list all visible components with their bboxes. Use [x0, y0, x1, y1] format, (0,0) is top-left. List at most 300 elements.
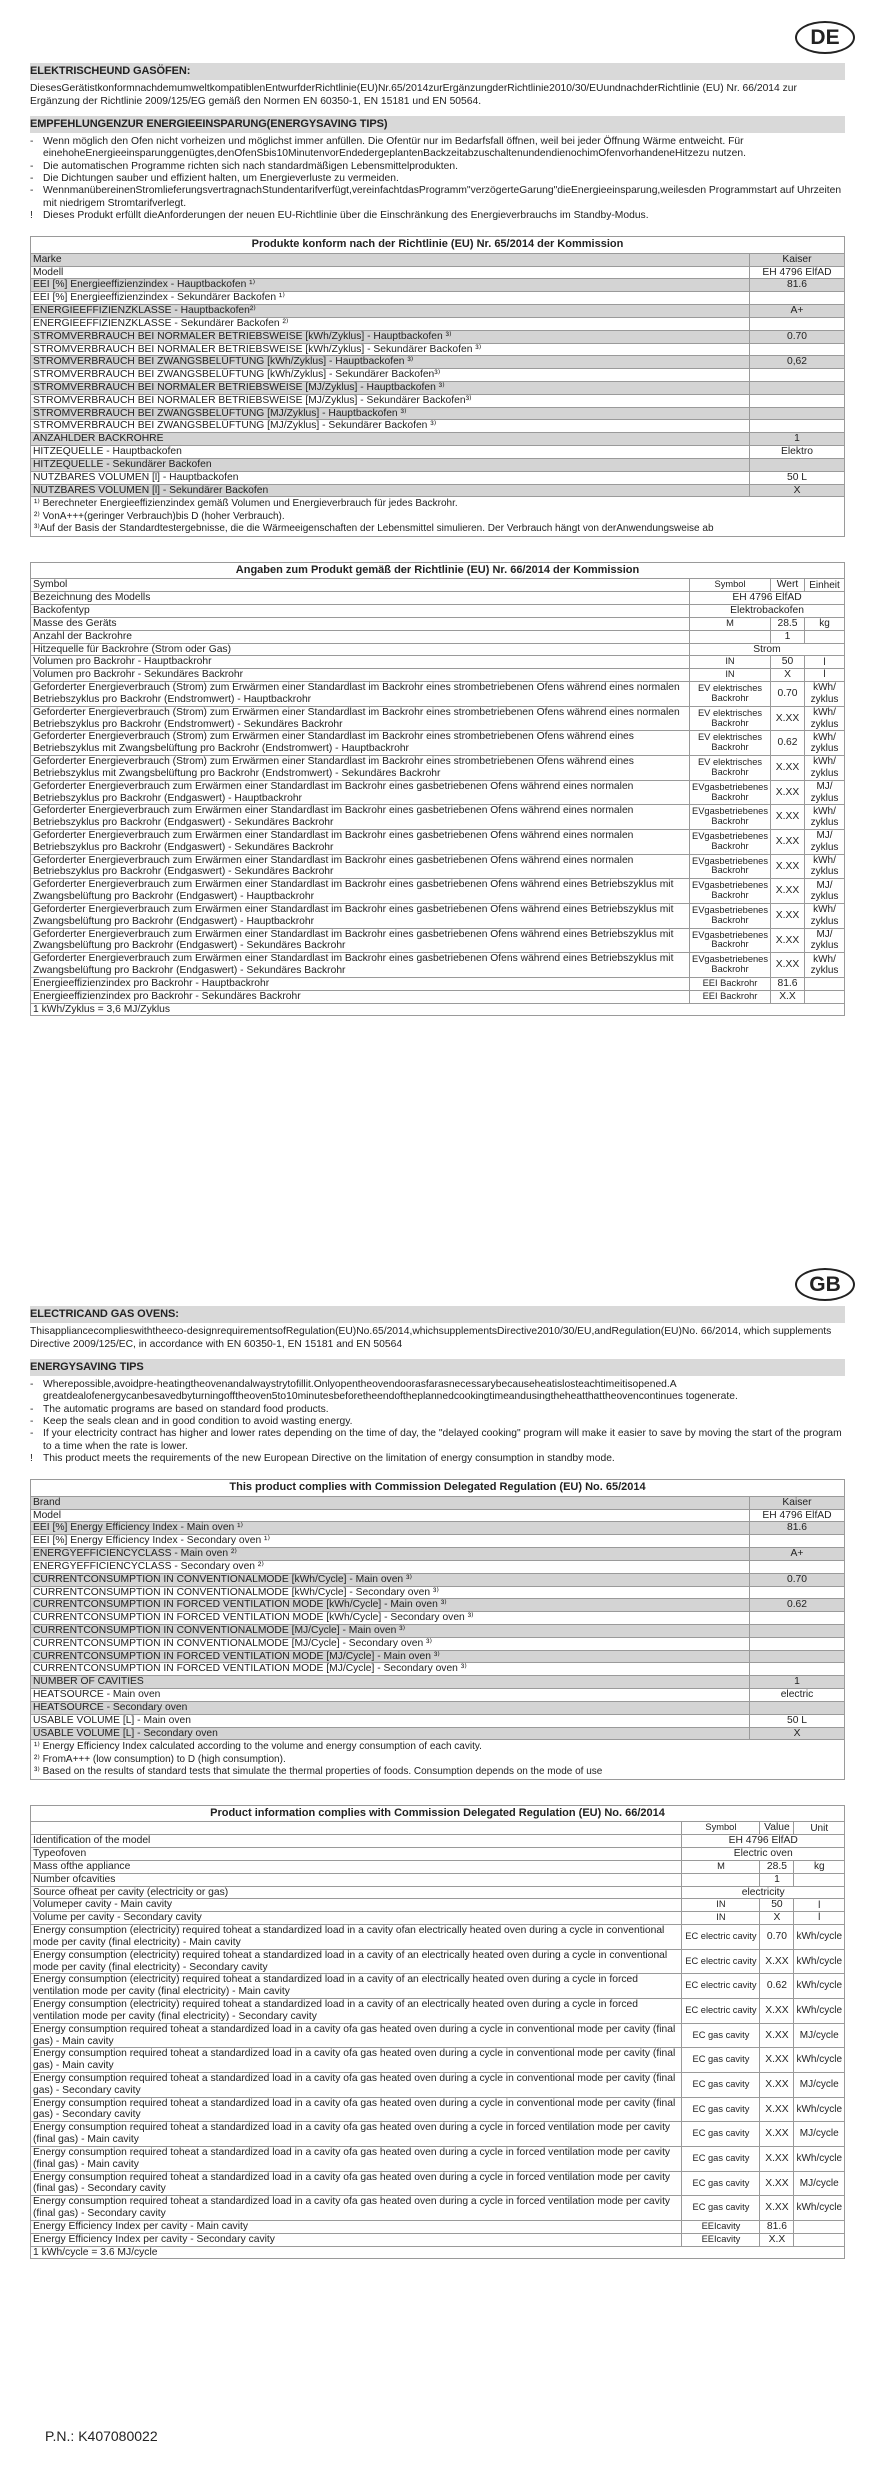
row-value: A+ — [750, 1548, 845, 1561]
product-info-table — [30, 1821, 845, 2259]
row-value: X — [750, 1727, 845, 1740]
tip-text: Die automatischen Programme richten sich nach standardmäßigen Lebensmittelprodukten. — [43, 160, 458, 172]
table-row — [31, 953, 845, 978]
tip-marker: - — [30, 172, 34, 184]
footnote: ¹⁾ Energy Efficiency Index calculated according to the volume and energy consumption of each cavity. — [34, 1741, 482, 1753]
row-value: 0.70 — [750, 1573, 845, 1586]
table-row — [31, 854, 845, 879]
row-value: 0,62 — [750, 356, 845, 369]
row-value: EH 4796 ElfAD — [750, 266, 845, 279]
table-row — [31, 2233, 845, 2246]
row-label: Typeofoven — [31, 1848, 682, 1861]
row-symbol: EVgasbetriebenes Backrohr — [690, 805, 771, 830]
row-symbol: EC gas cavity — [682, 2196, 760, 2221]
table-row — [31, 780, 845, 805]
table-product-info-66 — [30, 1805, 845, 2259]
row-label: STROMVERBRAUCH BEI ZWANGSBELÜFTUNG [MJ/Zyklus] - Hauptbackofen ³⁾ — [31, 407, 750, 420]
row-symbol: EC gas cavity — [682, 2023, 760, 2048]
table-product-info-66 — [30, 562, 845, 1016]
row-label: CURRENTCONSUMPTION IN CONVENTIONALMODE [MJ/Cycle] - Secondary oven ³⁾ — [31, 1637, 750, 1650]
header-label — [31, 1822, 682, 1835]
footnote: ³⁾ Based on the results of standard tests that simulate the thermal properties of foods. Consumption depends on the mode of use — [34, 1765, 603, 1777]
row-unit — [805, 990, 845, 1003]
tip-marker: - — [30, 1403, 34, 1415]
row-label: CURRENTCONSUMPTION IN FORCED VENTILATION MODE [MJ/Cycle] - Main oven ³⁾ — [31, 1650, 750, 1663]
row-label: Source ofheat per cavity (electricity or gas) — [31, 1886, 682, 1899]
table-row — [31, 1727, 845, 1740]
row-symbol: EVgasbetriebenes Backrohr — [690, 953, 771, 978]
table-row — [31, 706, 845, 731]
row-value — [750, 382, 845, 395]
row-value: electricity — [682, 1886, 845, 1899]
row-value: X.XX — [771, 756, 805, 781]
table-row — [31, 829, 845, 854]
row-symbol: EVgasbetriebenes Backrohr — [690, 854, 771, 879]
row-label: Brand — [31, 1496, 750, 1509]
table-row — [31, 446, 845, 459]
table-row — [31, 903, 845, 928]
row-label: Geforderter Energieverbrauch zum Erwärmen einer Standardlast im Backrohr eines gasbetriebenen Ofens während eines normalen Betriebszyklus pro Backrohr (Endgaswert) - Sekundäres Backrohr — [31, 854, 690, 879]
tip-marker: - — [30, 1378, 34, 1390]
table-row — [31, 977, 845, 990]
row-value: X.XX — [760, 2023, 794, 2048]
tip-marker: - — [30, 160, 34, 172]
tips-title: EMPFEHLUNGENZUR ENERGIEEINSPARUNG(ENERGYSAVING TIPS) — [30, 116, 845, 133]
table-header-row — [31, 579, 845, 592]
section-de — [30, 63, 845, 1016]
table-row — [31, 1676, 845, 1689]
tips-list — [30, 136, 845, 222]
table-row — [31, 369, 845, 382]
row-label: Geforderter Energieverbrauch zum Erwärmen einer Standardlast im Backrohr eines gasbetriebenen Ofens während eines Betriebszyklus mit Zwangsbelüftung pro Backrohr (Endgaswert) - Hauptbackrohr — [31, 903, 690, 928]
row-label: NUMBER OF CAVITIES — [31, 1676, 750, 1689]
table-row — [31, 2146, 845, 2171]
row-symbol: EV elektrisches Backrohr — [690, 682, 771, 707]
row-label: Hitzequelle für Backrohre (Strom oder Gas) — [31, 643, 690, 656]
row-unit — [805, 977, 845, 990]
row-label: Model — [31, 1509, 750, 1522]
row-unit: kWh/ zyklus — [805, 731, 845, 756]
row-value: 50 — [771, 656, 805, 669]
row-symbol: EC gas cavity — [682, 2171, 760, 2196]
row-value — [750, 1535, 845, 1548]
row-value: X.XX — [771, 903, 805, 928]
row-value: Elektrobackofen — [690, 605, 845, 618]
row-value: 1 — [750, 1676, 845, 1689]
table-row — [31, 2023, 845, 2048]
tip-text: If your electricity contract has higher and lower rates depending on the time of day, the "delayed cooking" program will make it easier to save by moving the start of the program to a time when the rate is lower. — [43, 1428, 842, 1452]
language-badge-de: DE — [795, 21, 855, 54]
row-value: Strom — [690, 643, 845, 656]
language-badge-gb: GB — [795, 1268, 855, 1301]
table-row — [31, 617, 845, 630]
table-row — [31, 1548, 845, 1561]
tip-marker: - — [30, 135, 34, 147]
header-label: Symbol — [31, 579, 690, 592]
row-label: STROMVERBRAUCH BEI NORMALER BETRIEBSWEISE [kWh/Zyklus] - Sekundärer Backofen ³⁾ — [31, 343, 750, 356]
row-symbol: EVgasbetriebenes Backrohr — [690, 780, 771, 805]
row-value: X.XX — [760, 2196, 794, 2221]
table-row — [31, 1496, 845, 1509]
row-label: Energy consumption required toheat a standardized load in a cavity ofa gas heated oven during a cycle in forced ventilation mode per cavity (final gas) - Main cavity — [31, 2146, 682, 2171]
table-row — [31, 1612, 845, 1625]
table-row — [31, 2097, 845, 2122]
row-value — [750, 317, 845, 330]
row-label: Volume per cavity - Secondary cavity — [31, 1912, 682, 1925]
row-value — [750, 458, 845, 471]
row-label: Geforderter Energieverbrauch zum Erwärmen einer Standardlast im Backrohr eines gasbetriebenen Ofens während eines Betriebszyklus mit Zwangsbelüftung pro Backrohr (Endgaswert) - Hauptbackrohr — [31, 879, 690, 904]
row-symbol: EV elektrisches Backrohr — [690, 756, 771, 781]
row-label: EEI [%] Energy Efficiency Index - Secondary oven ¹⁾ — [31, 1535, 750, 1548]
row-value — [750, 1701, 845, 1714]
row-value: 0.62 — [750, 1599, 845, 1612]
row-value — [750, 292, 845, 305]
table-row — [31, 1560, 845, 1573]
intro-text: DiesesGerätistkonformnachdemumweltkompatiblenEntwurfderRichtlinie(EU)Nr.65/2014zurErgänzungderRichtlinie2010/30/EUundnachderRichtlinie (EU) Nr. 66/2014 zur Ergänzung der Richtlinie 2009/125/EG gemäß den Normen EN 60350-1, EN 15181 und EN 50564. — [30, 83, 797, 107]
row-symbol: IN — [682, 1912, 760, 1925]
tip-marker: ! — [30, 1452, 33, 1464]
tip-text: Keep the seals clean and in good condition to avoid wasting energy. — [43, 1415, 353, 1427]
table-row — [31, 1886, 845, 1899]
table-row — [31, 1625, 845, 1638]
row-label: HITZEQUELLE - Hauptbackofen — [31, 446, 750, 459]
tip-text: Wenn möglich den Ofen nicht vorheizen und möglichst immer anfüllen. Die Ofentür nur im Bedarfsfall öffnen, weil bei jeder Öffnung Wärme entweicht. Für einehoheEnergieeinsparunggenügtes,denOfenSbis10MinutenvorEndedergeplantenBackzeitabzuschaltenundendienochimOfenvorhandeneHitzezu nutzen. — [43, 135, 746, 160]
row-unit: kWh/cycle — [794, 2196, 845, 2221]
table-row — [31, 407, 845, 420]
row-label: STROMVERBRAUCH BEI ZWANGSBELÜFTUNG [kWh/Zyklus] - Sekundärer Backofen³⁾ — [31, 369, 750, 382]
row-unit: MJ/cycle — [794, 2122, 845, 2147]
row-value — [750, 394, 845, 407]
table-row — [31, 1509, 845, 1522]
row-label: Energieeffizienzindex pro Backrohr - Sekundäres Backrohr — [31, 990, 690, 1003]
tip-text: Dieses Produkt erfüllt dieAnforderungen der neuen EU-Richtlinie über die Einschränkung des Energieverbrauchs im Standby-Modus. — [43, 209, 649, 221]
row-symbol: EC electric cavity — [682, 1999, 760, 2024]
row-label: Energy consumption (electricity) required toheat a standardized load in a cavity of an electrically heated oven during a cycle in conventional mode per cavity (final electricity) - Secondary cavity — [31, 1949, 682, 1974]
table-row — [31, 292, 845, 305]
row-label: ANZAHLDER BACKROHRE — [31, 433, 750, 446]
row-label: Geforderter Energieverbrauch (Strom) zum Erwärmen einer Standardlast im Backrohr eines strombetriebenen Ofens während eines Betriebszyklus mit Zwangsbelüftung pro Backrohr (Endstromwert) - Sekundäres Backrohr — [31, 756, 690, 781]
row-label: Energy consumption required toheat a standardized load in a cavity ofa gas heated oven during a cycle in forced ventilation mode per cavity (final gas) - Main cavity — [31, 2122, 682, 2147]
row-value: 50 L — [750, 1714, 845, 1727]
table-row — [31, 2171, 845, 2196]
row-label: Energy consumption required toheat a standardized load in a cavity ofa gas heated oven during a cycle in conventional mode per cavity (final gas) - Main cavity — [31, 2023, 682, 2048]
section-gb — [30, 1306, 845, 2259]
row-symbol: EC gas cavity — [682, 2146, 760, 2171]
row-label: CURRENTCONSUMPTION IN FORCED VENTILATION MODE [kWh/Cycle] - Main oven ³⁾ — [31, 1599, 750, 1612]
table-footer-row — [31, 1003, 845, 1016]
row-value: Kaiser — [750, 253, 845, 266]
row-symbol: EVgasbetriebenes Backrohr — [690, 903, 771, 928]
row-value: 28.5 — [771, 617, 805, 630]
table-ecodesign-65 — [30, 236, 845, 537]
row-value — [750, 1637, 845, 1650]
row-label: NUTZBARES VOLUMEN [l] - Sekundärer Backofen — [31, 484, 750, 497]
header-symbol: Symbol — [690, 579, 771, 592]
row-symbol — [690, 630, 771, 643]
table-row — [31, 394, 845, 407]
row-value: electric — [750, 1689, 845, 1702]
row-unit: l — [805, 669, 845, 682]
row-value: 0.62 — [760, 1974, 794, 1999]
header-symbol: Symbol — [682, 1822, 760, 1835]
table-row — [31, 928, 845, 953]
row-label: Volumen pro Backrohr - Sekundäres Backrohr — [31, 669, 690, 682]
row-label: Energieeffizienzindex pro Backrohr - Hauptbackrohr — [31, 977, 690, 990]
row-value: 1 — [750, 433, 845, 446]
row-label: HEATSOURCE - Main oven — [31, 1689, 750, 1702]
table-row — [31, 1912, 845, 1925]
tip-marker: - — [30, 1428, 34, 1440]
table-row — [31, 1701, 845, 1714]
row-label: Geforderter Energieverbrauch zum Erwärmen einer Standardlast im Backrohr eines gasbetriebenen Ofens während eines Betriebszyklus mit Zwangsbelüftung pro Backrohr (Endgaswert) - Sekundäres Backrohr — [31, 953, 690, 978]
row-value: X.XX — [760, 2171, 794, 2196]
row-unit: kWh/ zyklus — [805, 903, 845, 928]
table-row — [31, 1899, 845, 1912]
row-unit: MJ/cycle — [794, 2072, 845, 2097]
tip-item — [30, 1416, 845, 1428]
row-unit: kWh/cycle — [794, 1999, 845, 2024]
row-label: Backofentyp — [31, 605, 690, 618]
row-label: Bezeichnung des Modells — [31, 592, 690, 605]
row-symbol: IN — [690, 669, 771, 682]
row-value — [750, 420, 845, 433]
tip-text: WennmanübereinenStromlieferungsvertragnachStundentarifverfügt,vereinfachtdasProgramm"verzögerteGarung"dieEnergieeinsparung,weilesden Programmstart auf Uhrzeiten mit niedrigem Stromtarifverlegt. — [43, 185, 842, 209]
row-label: Geforderter Energieverbrauch (Strom) zum Erwärmen einer Standardlast im Backrohr eines strombetriebenen Ofens während eines normalen Betriebszyklus pro Backrohr (Endstromwert) - Hauptbackrohr — [31, 682, 690, 707]
row-label: STROMVERBRAUCH BEI ZWANGSBELÜFTUNG [MJ/Zyklus] - Sekundärer Backofen ³⁾ — [31, 420, 750, 433]
row-unit: l — [794, 1899, 845, 1912]
row-value: 0.62 — [771, 731, 805, 756]
table-ecodesign-65 — [30, 1479, 845, 1780]
row-value: X.XX — [760, 2097, 794, 2122]
row-value: X — [760, 1912, 794, 1925]
tip-item — [30, 1453, 845, 1465]
row-label: ENERGYEFFICIENCYCLASS - Secondary oven ²⁾ — [31, 1560, 750, 1573]
table-row — [31, 382, 845, 395]
row-label: USABLE VOLUME [L] - Secondary oven — [31, 1727, 750, 1740]
row-label: Energy consumption required toheat a standardized load in a cavity ofa gas heated oven during a cycle in conventional mode per cavity (final gas) - Secondary cavity — [31, 2097, 682, 2122]
row-label: CURRENTCONSUMPTION IN FORCED VENTILATION MODE [kWh/Cycle] - Secondary oven ³⁾ — [31, 1612, 750, 1625]
row-symbol: IN — [690, 656, 771, 669]
row-value: X.XX — [771, 879, 805, 904]
table-row — [31, 1522, 845, 1535]
header-value: Wert — [771, 579, 805, 592]
footnote: ³⁾Auf der Basis der Standardtestergebnisse, die die Wärmeeigenschaften der Lebensmittel simulieren. Der Verbrauch hängt von derAnwendungsweise ab — [34, 522, 714, 534]
row-label: Energy Efficiency Index per cavity - Main cavity — [31, 2220, 682, 2233]
row-value: Kaiser — [750, 1496, 845, 1509]
row-label: Energy consumption required toheat a standardized load in a cavity ofa gas heated oven during a cycle in conventional mode per cavity (final gas) - Main cavity — [31, 2048, 682, 2073]
row-symbol: EC gas cavity — [682, 2097, 760, 2122]
table-row — [31, 1714, 845, 1727]
table-row — [31, 433, 845, 446]
row-value: X.XX — [760, 1999, 794, 2024]
row-value — [750, 1650, 845, 1663]
row-symbol: EC gas cavity — [682, 2122, 760, 2147]
table-row — [31, 1573, 845, 1586]
tip-item — [30, 1379, 845, 1404]
row-value: 0.70 — [771, 682, 805, 707]
row-unit: kWh/ zyklus — [805, 805, 845, 830]
row-unit: l — [794, 1912, 845, 1925]
row-unit: MJ/ zyklus — [805, 829, 845, 854]
row-unit: kWh/ zyklus — [805, 854, 845, 879]
table-row — [31, 1848, 845, 1861]
row-symbol: EEIcavity — [682, 2233, 760, 2246]
row-value: 50 — [760, 1899, 794, 1912]
row-value — [750, 1612, 845, 1625]
table-row — [31, 420, 845, 433]
row-label: Masse des Geräts — [31, 617, 690, 630]
table-row — [31, 731, 845, 756]
row-label: Marke — [31, 253, 750, 266]
table-row — [31, 669, 845, 682]
row-value — [750, 1586, 845, 1599]
row-value: X.XX — [771, 805, 805, 830]
row-value: EH 4796 ElfAD — [682, 1835, 845, 1848]
row-symbol: EEI Backrohr — [690, 990, 771, 1003]
row-label: Geforderter Energieverbrauch zum Erwärmen einer Standardlast im Backrohr eines gasbetriebenen Ofens während eines normalen Betriebszyklus pro Backrohr (Endgaswert) - Hauptbackrohr — [31, 780, 690, 805]
table-row — [31, 1637, 845, 1650]
row-value: X.X — [771, 990, 805, 1003]
table-header-row — [31, 1822, 845, 1835]
table-row — [31, 1689, 845, 1702]
tip-marker: - — [30, 185, 34, 197]
tip-item — [30, 173, 845, 185]
row-unit: MJ/ zyklus — [805, 928, 845, 953]
row-value — [750, 1663, 845, 1676]
row-symbol: EEI Backrohr — [690, 977, 771, 990]
row-symbol: EC electric cavity — [682, 1925, 760, 1950]
header-unit: Einheit — [805, 579, 845, 592]
table-row — [31, 458, 845, 471]
energy-table — [30, 1496, 845, 1741]
table-row — [31, 1599, 845, 1612]
table-row — [31, 317, 845, 330]
row-value: X.XX — [760, 2122, 794, 2147]
table-row — [31, 1999, 845, 2024]
energy-table — [30, 253, 845, 498]
row-label: ENERGIEEFFIZIENZKLASSE - Sekundärer Backofen ²⁾ — [31, 317, 750, 330]
row-unit: l — [805, 656, 845, 669]
table-caption: Angaben zum Produkt gemäß der Richtlinie (EU) Nr. 66/2014 der Kommission — [30, 562, 845, 578]
row-value: X — [750, 484, 845, 497]
row-label: STROMVERBRAUCH BEI ZWANGSBELÜFTUNG [kWh/Zyklus] - Hauptbackofen ³⁾ — [31, 356, 750, 369]
footnote: ²⁾ VonA+++(geringer Verbrauch)bis D (hoher Verbrauch). — [34, 510, 285, 522]
row-unit: kWh/cycle — [794, 2097, 845, 2122]
row-label: Geforderter Energieverbrauch (Strom) zum Erwärmen einer Standardlast im Backrohr eines strombetriebenen Ofens während eines Betriebszyklus mit Zwangsbelüftung pro Backrohr (Endstromwert) - Hauptbackrohr — [31, 731, 690, 756]
row-unit: kg — [794, 1860, 845, 1873]
row-value: EH 4796 ElfAD — [690, 592, 845, 605]
row-value: 1 — [760, 1873, 794, 1886]
row-unit: kWh/ zyklus — [805, 706, 845, 731]
row-unit: kWh/cycle — [794, 1974, 845, 1999]
row-value — [750, 343, 845, 356]
conversion-note: 1 kWh/cycle = 3.6 MJ/cycle — [31, 2246, 845, 2259]
row-symbol: EV elektrisches Backrohr — [690, 731, 771, 756]
tips-title: ENERGYSAVING TIPS — [30, 1359, 845, 1376]
row-value: Electric oven — [682, 1848, 845, 1861]
row-label: Energy consumption (electricity) required toheat a standardized load in a cavity ofan electrically heated oven during a cycle in conventional mode per cavity (final electricity) - Main cavity — [31, 1925, 682, 1950]
table-row — [31, 1835, 845, 1848]
row-label: Geforderter Energieverbrauch zum Erwärmen einer Standardlast im Backrohr eines gasbetriebenen Ofens während eines normalen Betriebszyklus pro Backrohr (Endgaswert) - Sekundäres Backrohr — [31, 805, 690, 830]
row-symbol: EC gas cavity — [682, 2072, 760, 2097]
row-value — [750, 1625, 845, 1638]
tip-item — [30, 210, 845, 222]
header-value: Value — [760, 1822, 794, 1835]
row-label: Energy consumption (electricity) required toheat a standardized load in a cavity of an electrically heated oven during a cycle in forced ventilation mode per cavity (final electricity) - Secondary cavity — [31, 1999, 682, 2024]
row-label: ENERGYEFFICIENCYCLASS - Main oven ²⁾ — [31, 1548, 750, 1561]
row-unit — [805, 630, 845, 643]
row-value: EH 4796 ElfAD — [750, 1509, 845, 1522]
table-row — [31, 484, 845, 497]
row-label: HEATSOURCE - Secondary oven — [31, 1701, 750, 1714]
row-unit: kWh/ zyklus — [805, 682, 845, 707]
row-label: Identification of the model — [31, 1835, 682, 1848]
row-label: USABLE VOLUME [L] - Main oven — [31, 1714, 750, 1727]
row-value: X.XX — [760, 2072, 794, 2097]
row-label: Energy Efficiency Index per cavity - Secondary cavity — [31, 2233, 682, 2246]
row-label: Number ofcavities — [31, 1873, 682, 1886]
row-value: X.XX — [771, 854, 805, 879]
row-label: STROMVERBRAUCH BEI NORMALER BETRIEBSWEISE [MJ/Zyklus] - Sekundärer Backofen³⁾ — [31, 394, 750, 407]
conversion-note: 1 kWh/Zyklus = 3,6 MJ/Zyklus — [31, 1003, 845, 1016]
row-value: 28.5 — [760, 1860, 794, 1873]
row-label: Mass ofthe appliance — [31, 1860, 682, 1873]
table-row — [31, 343, 845, 356]
row-symbol: IN — [682, 1899, 760, 1912]
tip-marker: ! — [30, 209, 33, 221]
row-label: Geforderter Energieverbrauch zum Erwärmen einer Standardlast im Backrohr eines gasbetriebenen Ofens während eines normalen Betriebszyklus pro Backrohr (Endgaswert) - Sekundäres Backrohr — [31, 829, 690, 854]
row-symbol: EC electric cavity — [682, 1974, 760, 1999]
tip-item — [30, 1404, 845, 1416]
row-symbol: EVgasbetriebenes Backrohr — [690, 928, 771, 953]
row-unit: kWh/cycle — [794, 2146, 845, 2171]
row-value: 81.6 — [771, 977, 805, 990]
row-symbol: EV elektrisches Backrohr — [690, 706, 771, 731]
row-value: 0.70 — [760, 1925, 794, 1950]
row-unit — [794, 2220, 845, 2233]
row-value — [750, 407, 845, 420]
row-symbol: EEIcavity — [682, 2220, 760, 2233]
table-row — [31, 305, 845, 318]
row-value: 0.70 — [750, 330, 845, 343]
table-row — [31, 592, 845, 605]
table-row — [31, 266, 845, 279]
table-row — [31, 1925, 845, 1950]
row-label: Energy consumption required toheat a standardized load in a cavity ofa gas heated oven during a cycle in forced ventilation mode per cavity (final gas) - Secondary cavity — [31, 2171, 682, 2196]
row-unit: kWh/cycle — [794, 2048, 845, 2073]
row-value: 81.6 — [760, 2220, 794, 2233]
table-caption: Produkte konform nach der Richtlinie (EU) Nr. 65/2014 der Kommission — [30, 236, 845, 252]
table-row — [31, 471, 845, 484]
row-label: STROMVERBRAUCH BEI NORMALER BETRIEBSWEISE [kWh/Zyklus] - Hauptbackofen ³⁾ — [31, 330, 750, 343]
row-symbol: EC electric cavity — [682, 1949, 760, 1974]
table-row — [31, 279, 845, 292]
part-number: P.N.: K407080022 — [45, 2428, 158, 2444]
table-row — [31, 1650, 845, 1663]
row-label: CURRENTCONSUMPTION IN CONVENTIONALMODE [MJ/Cycle] - Main oven ³⁾ — [31, 1625, 750, 1638]
tip-item — [30, 1428, 845, 1453]
row-label: Volumen pro Backrohr - Hauptbackrohr — [31, 656, 690, 669]
row-value: X — [771, 669, 805, 682]
table-row — [31, 356, 845, 369]
tip-item — [30, 161, 845, 173]
row-label: EEI [%] Energy Efficiency Index - Main oven ¹⁾ — [31, 1522, 750, 1535]
table-row — [31, 990, 845, 1003]
table-row — [31, 2122, 845, 2147]
footnote: ¹⁾ Berechneter Energieeffizienzindex gemäß Volumen und Energieverbrauch für jedes Backrohr. — [34, 498, 458, 510]
row-label: Energy consumption required toheat a standardized load in a cavity ofa gas heated oven during a cycle in forced ventilation mode per cavity (final gas) - Secondary cavity — [31, 2196, 682, 2221]
row-label: CURRENTCONSUMPTION IN CONVENTIONALMODE [kWh/Cycle] - Secondary oven ³⁾ — [31, 1586, 750, 1599]
